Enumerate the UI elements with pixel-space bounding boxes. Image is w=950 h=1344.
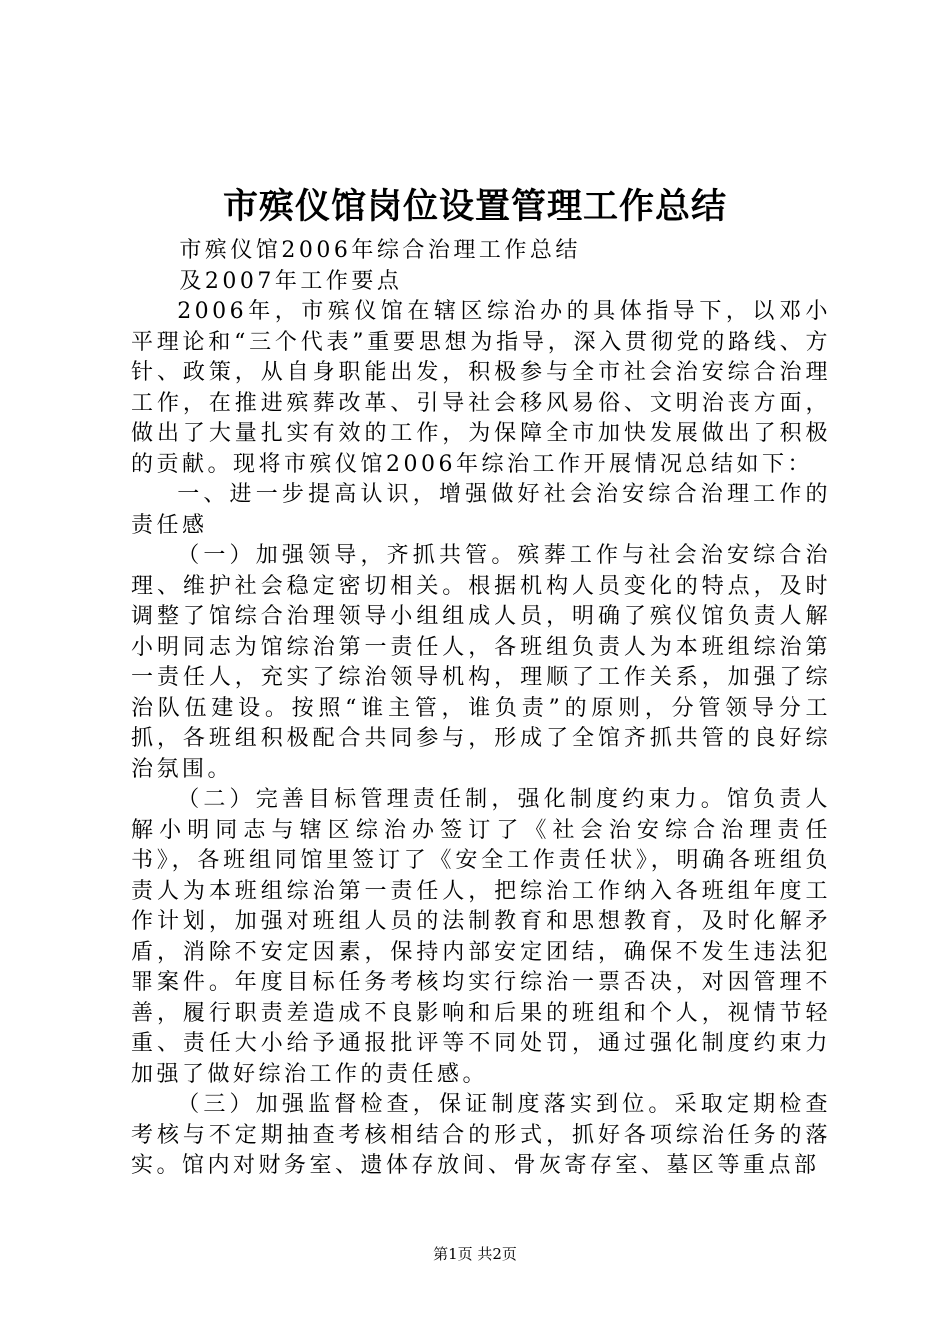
page-footer: 第1页 共2页 <box>433 1245 517 1263</box>
paragraph-intro: 2006年，市殡仪馆在辖区综治办的具体指导下，以邓小平理论和“三个代表”重要思想为指导，深入贯彻党的路线、方针、政策，从自身职能出发，积极参与全市社会治安综合治理工作，在推进殡葬改革、引导社会移风易俗、文明治丧方面，做出了大量扎实有效的工作，为保障全市加快发展做出了积极的贡献。现将市殡仪馆2006年综治工作开展情况总结如下： <box>131 299 831 477</box>
section-heading-1: 一、进一步提高认识，增强做好社会治安综合治理工作的责任感 <box>131 482 831 538</box>
subtitle-line-1: 市殡仪馆2006年综合治理工作总结 <box>179 238 581 263</box>
document-body <box>131 236 831 1182</box>
paragraph-item-1: （一）加强领导，齐抓共管。殡葬工作与社会治安综合治理、维护社会稳定密切相关。根据机构人员变化的特点，及时调整了馆综合治理领导小组组成人员，明确了殡仪馆负责人解小明同志为馆综治第一责任人，各班组负责人为本班组综治第一责任人，充实了综治领导机构，理顺了工作关系，加强了综治队伍建设。按照“谁主管，谁负责”的原则，分管领导分工抓，各班组积极配合共同参与，形成了全馆齐抓共管的良好综治氛围。 <box>131 543 831 782</box>
paragraph-item-3: （三）加强监督检查，保证制度落实到位。采取定期检查考核与不定期抽查考核相结合的形式，抓好各项综治任务的落实。馆内对财务室、遗体存放间、骨灰寄存室、墓区等重点部 <box>131 1092 831 1178</box>
subtitle-line-2: 及2007年工作要点 <box>179 268 403 294</box>
document-title: 市殡仪馆岗位设置管理工作总结 <box>222 186 727 227</box>
paragraph-item-2: （二）完善目标管理责任制，强化制度约束力。馆负责人解小明同志与辖区综治办签订了《社会治安综合治理责任书》，各班组同馆里签订了《安全工作责任状》，明确各班组负责人为本班组综治第一责任人，把综治工作纳入各班组年度工作计划，加强对班组人员的法制教育和思想教育，及时化解矛盾，消除不安定因素，保持内部安定团结，确保不发生违法犯罪案件。年度目标任务考核均实行综治一票否决，对因管理不善，履行职责差造成不良影响和后果的班组和个人，视情节轻重、责任大小给予通报批评等不同处罚，通过强化制度约束力加强了做好综治工作的责任感。 <box>131 787 831 1087</box>
